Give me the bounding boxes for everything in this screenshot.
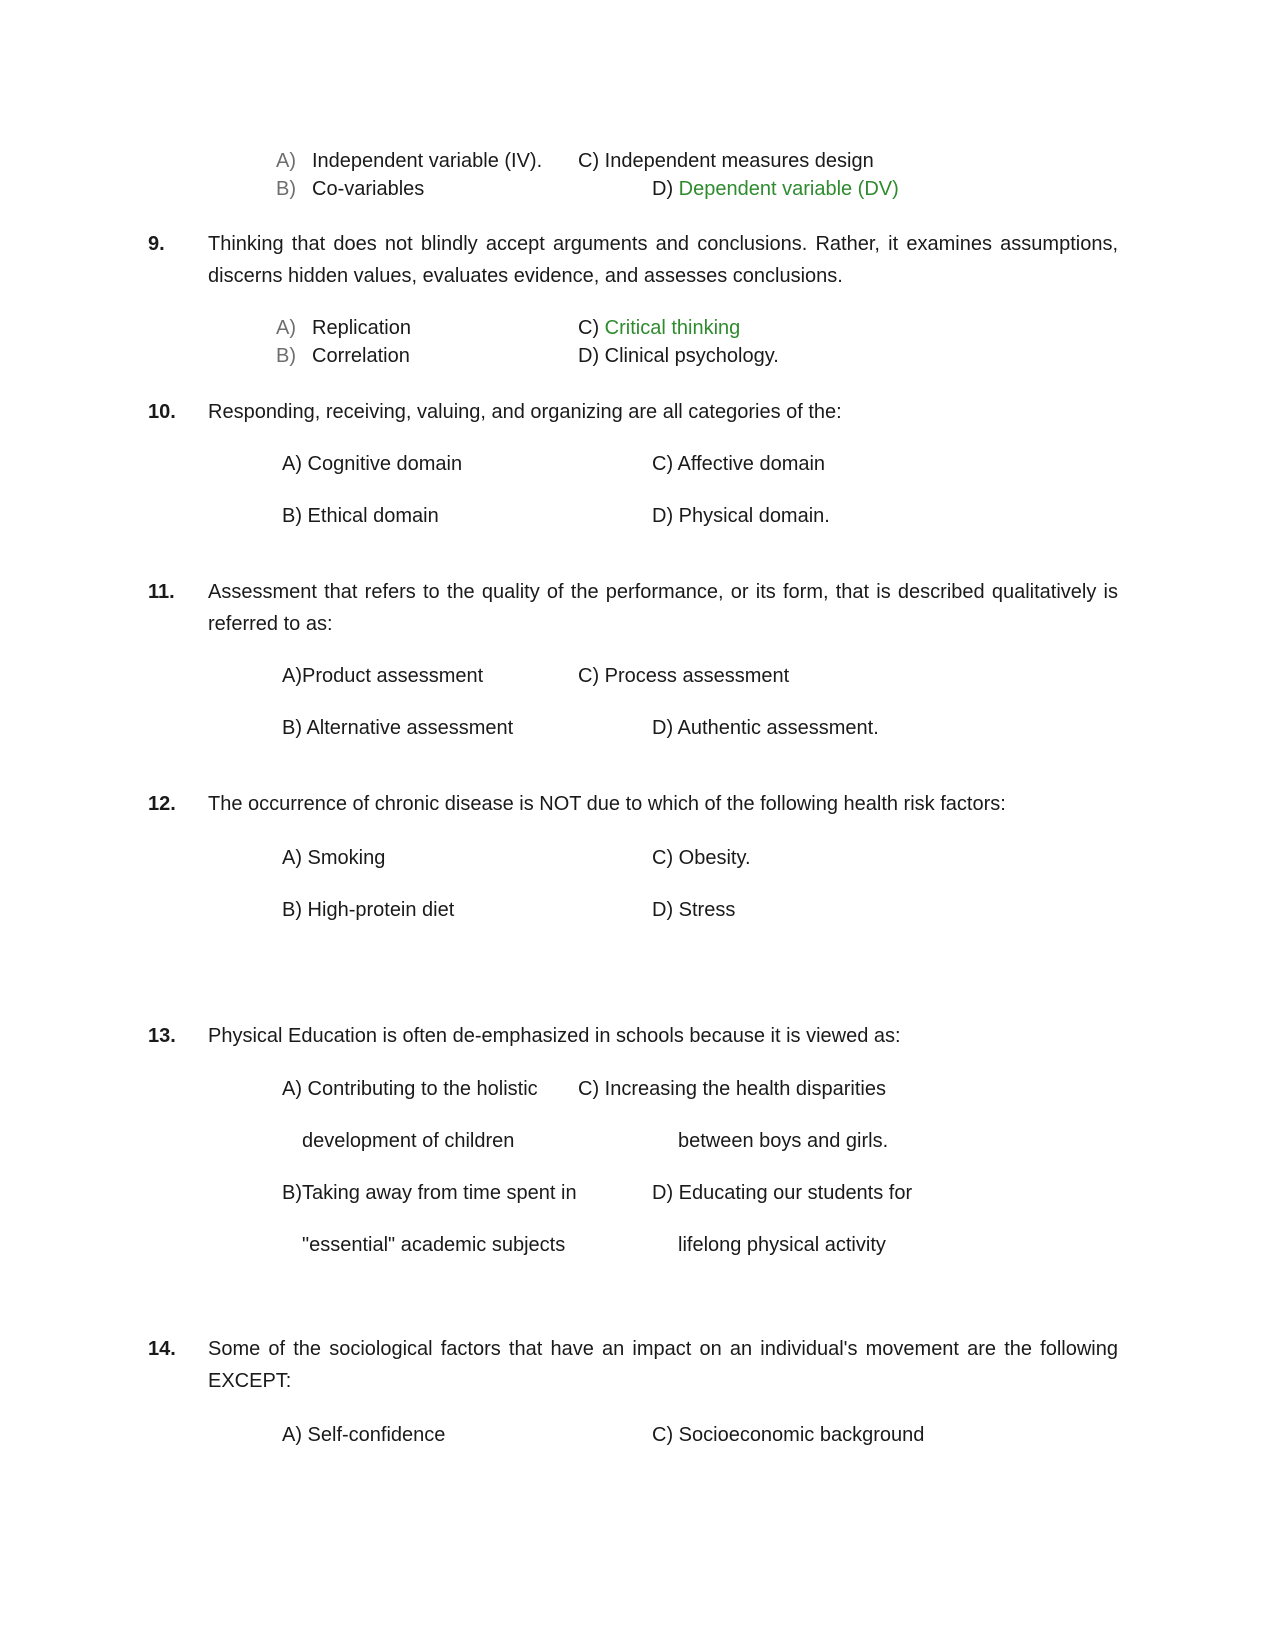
option-b-line-2: "essential" academic subjects xyxy=(302,1234,566,1256)
option-a: A) Self-confidence xyxy=(282,1424,446,1446)
option-c: C) Obesity. xyxy=(652,847,751,869)
option-d: D) Clinical psychology. xyxy=(578,345,779,367)
option-c-prefix: C) xyxy=(578,317,600,339)
option-letter-a: A) xyxy=(276,150,296,172)
option-b-line-1: B)Taking away from time spent in xyxy=(282,1182,577,1204)
option-a: A)Product assessment xyxy=(282,665,484,687)
option-c xyxy=(578,316,740,341)
option-d: D) Authentic assessment. xyxy=(652,717,879,739)
question-stem: Responding, receiving, valuing, and organizing are all categories of the: xyxy=(208,401,842,423)
option-d: D) Physical domain. xyxy=(652,505,830,527)
correct-answer: Critical thinking xyxy=(604,317,741,339)
question-number: 10. xyxy=(148,401,176,423)
option-b-text: Co-variables xyxy=(312,178,425,200)
option-c: C) Independent measures design xyxy=(578,150,874,172)
correct-answer: Dependent variable (DV) xyxy=(678,178,899,200)
option-a-line-1: A) Contributing to the holistic xyxy=(282,1078,538,1100)
question-number: 12. xyxy=(148,793,176,815)
option-letter-b: B) xyxy=(276,345,296,367)
option-d-line-2: lifelong physical activity xyxy=(678,1234,886,1256)
question-number: 11. xyxy=(148,581,175,603)
question-stem: Thinking that does not blindly accept arguments and conclusions. Rather, it examines assumptions, discerns hidden values, evaluates evidence, and assesses conclusions. xyxy=(208,233,1118,287)
option-a: A) Smoking xyxy=(282,847,386,869)
option-b: B) Alternative assessment xyxy=(282,717,514,739)
question-stem: The occurrence of chronic disease is NOT due to which of the following health risk factors: xyxy=(208,793,1006,815)
option-d-prefix: D) xyxy=(652,178,674,200)
question-number: 13. xyxy=(148,1025,176,1047)
option-b: B) Ethical domain xyxy=(282,505,439,527)
question-number: 9. xyxy=(148,233,165,255)
option-c: C) Process assessment xyxy=(578,665,790,687)
option-d: D) Stress xyxy=(652,899,736,921)
option-d-line-1: D) Educating our students for xyxy=(652,1182,913,1204)
option-letter-a: A) xyxy=(276,317,296,339)
option-a-text: Independent variable (IV). xyxy=(312,150,543,172)
option-a: A) Cognitive domain xyxy=(282,453,463,475)
option-b: B) High-protein diet xyxy=(282,899,455,921)
option-a-line-2: development of children xyxy=(302,1130,515,1152)
option-b-text: Correlation xyxy=(312,345,410,367)
question-stem: Physical Education is often de-emphasized in schools because it is viewed as: xyxy=(208,1025,901,1047)
question-stem: Assessment that refers to the quality of the performance, or its form, that is described qualitatively is referred to as: xyxy=(208,581,1118,635)
question-number: 14. xyxy=(148,1338,176,1360)
option-a-text: Replication xyxy=(312,317,411,339)
option-d xyxy=(652,177,899,202)
question-stem: Some of the sociological factors that have an impact on an individual's movement are the following EXCEPT: xyxy=(208,1338,1118,1392)
option-c: C) Affective domain xyxy=(652,453,826,475)
option-c-line-1: C) Increasing the health disparities xyxy=(578,1078,886,1100)
option-c-line-2: between boys and girls. xyxy=(678,1130,889,1152)
option-letter-b: B) xyxy=(276,178,296,200)
option-c: C) Socioeconomic background xyxy=(652,1424,925,1446)
